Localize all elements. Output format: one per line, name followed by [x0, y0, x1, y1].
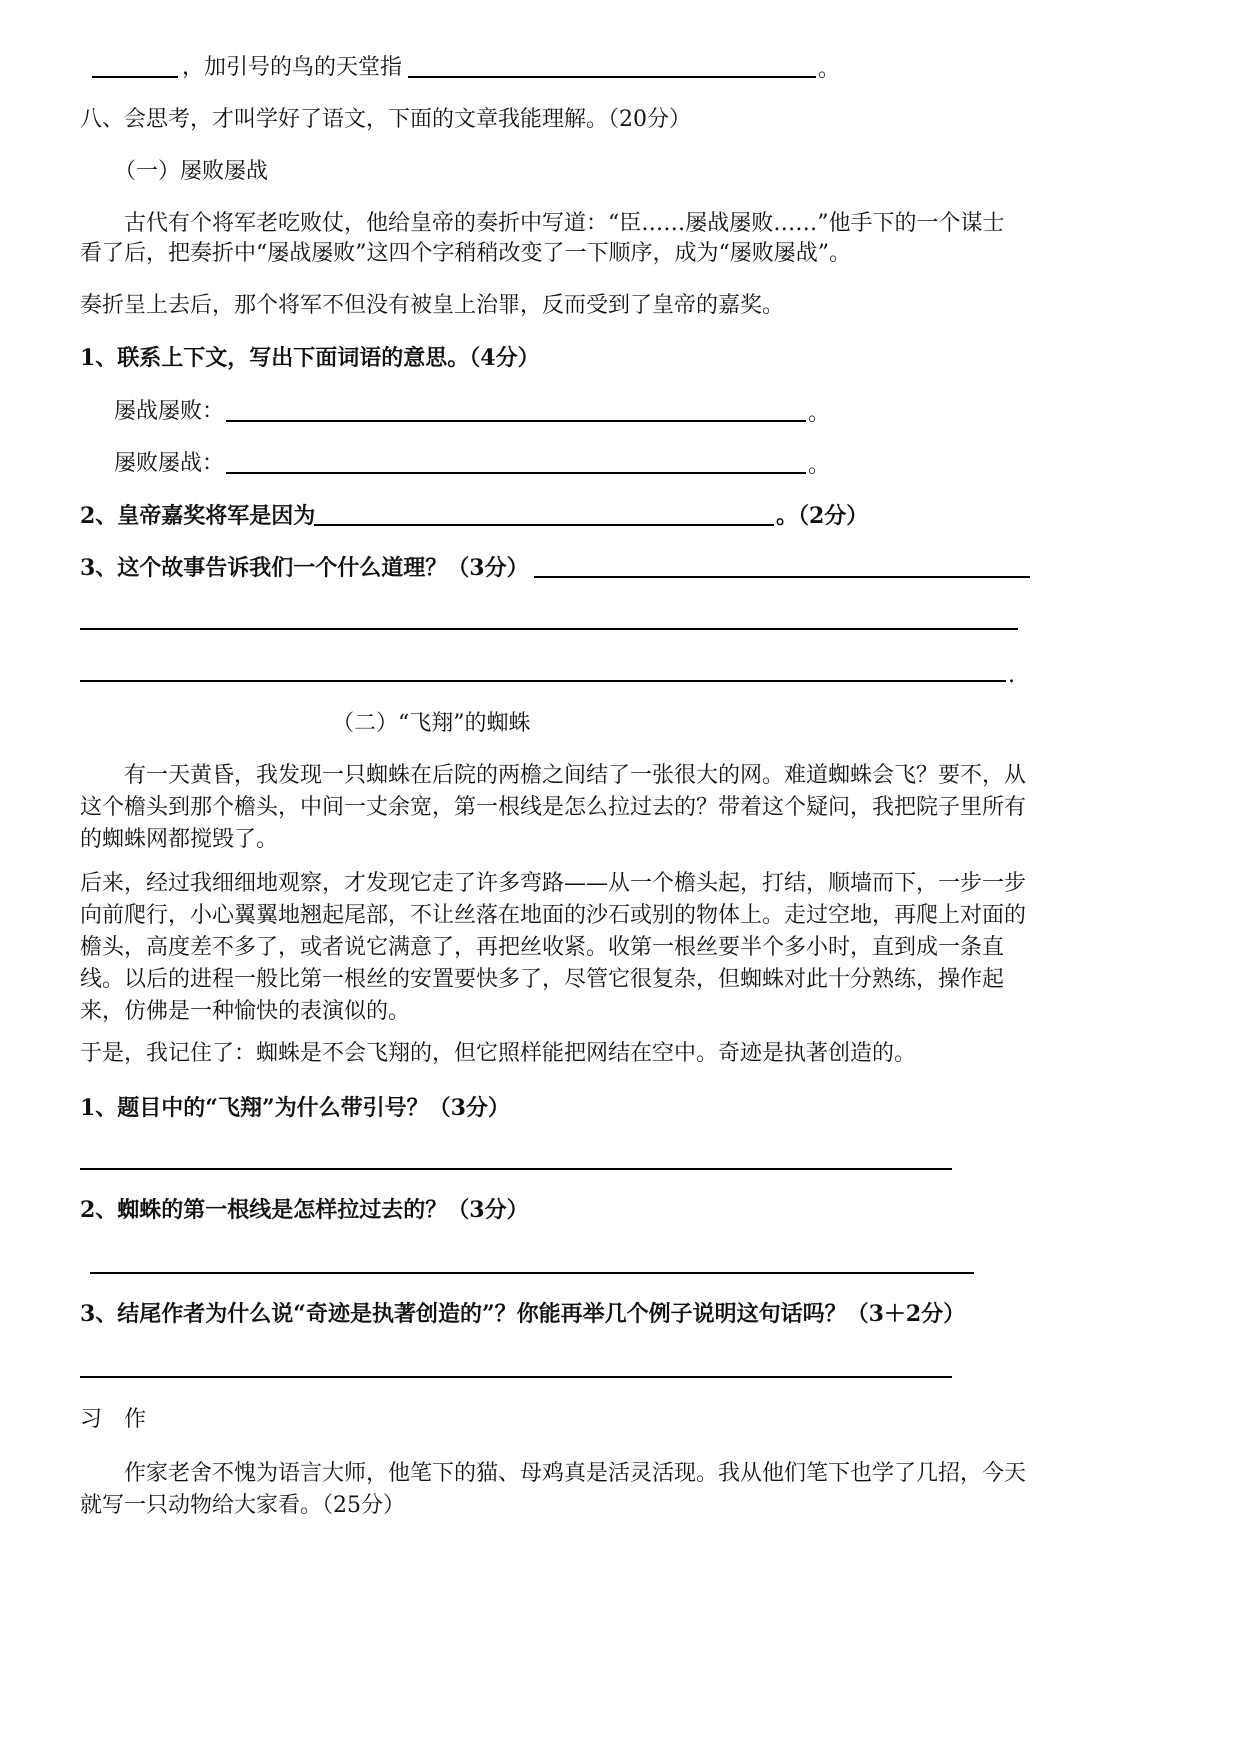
answer-blank[interactable]: [80, 1376, 952, 1378]
term-label: 屡战屡败：: [114, 399, 225, 424]
question: 2、蜘蛛的第一根线是怎样拉过去的？（3分）: [80, 1197, 529, 1223]
passage-line: 奏折呈上去后，那个将军不但没有被皇上治罪，反而受到了皇帝的嘉奖。: [80, 293, 785, 318]
passage-paragraph: 有一天黄昏，我发现一只蜘蛛在后院的两檐之间结了一张很大的网。难道蜘蛛会飞？要不，从这个檐头到那个檐头，中间一丈余宽，第一根线是怎么拉过去的？带着这个疑问，我把院子里所有的蜘蛛网都搅毁了。: [80, 763, 1027, 852]
answer-blank[interactable]: [80, 680, 1006, 682]
passage-line: 看了后，把奏折中“屡战屡败”这四个字稍稍改变了一下顺序，成为“屡败屡战”。: [80, 241, 851, 266]
question: 1、题目中的“飞翔”为什么带引号？（3分）: [80, 1095, 510, 1121]
term-label: 屡败屡战：: [114, 451, 225, 476]
answer-blank[interactable]: [92, 76, 178, 78]
end-punctuation: 。: [808, 401, 831, 426]
answer-blank[interactable]: [226, 420, 806, 422]
end-punctuation: .: [1008, 663, 1015, 688]
question: 3、这个故事告诉我们一个什么道理？（3分）: [80, 555, 529, 581]
passage-line: 古代有个将军老吃败仗，他给皇帝的奏折中写道：“臣……屡战屡败……”他手下的一个谋士: [124, 211, 1005, 236]
answer-blank[interactable]: [80, 1168, 952, 1170]
answer-blank[interactable]: [80, 628, 1018, 630]
answer-blank[interactable]: [226, 472, 806, 474]
question-fragment: ，加引号的鸟的天堂指: [182, 55, 403, 80]
answer-blank[interactable]: [90, 1272, 974, 1274]
story-title: （一）屡败屡战: [114, 159, 269, 184]
end-punctuation: 。: [808, 453, 831, 478]
question: 2、皇帝嘉奖将军是因为: [80, 503, 316, 529]
passage-paragraph: 后来，经过我细细地观察，才发现它走了许多弯路——从一个檐头起，打结，顺墙而下，一步一步向前爬行，小心翼翼地翘起尾部，不让丝落在地面的沙石或别的物体上。走过空地，再爬上对面的檐头，高度差不多了，或者说它满意了，再把丝收紧。收第一根丝要半个多小时，直到成一条直线。以后的进程一般比第一根丝的安置要快多了，尽管它很复杂，但蜘蛛对此十分熟练，操作起来，仿佛是一种愉快的表演似的。: [80, 871, 1027, 1024]
question: 3、结尾作者为什么说“奇迹是执著创造的”？你能再举几个例子说明这句话吗？（3＋2分）: [80, 1301, 966, 1327]
question: 1、联系上下文，写出下面词语的意思。（4分）: [80, 345, 540, 371]
question-suffix: 。（2分）: [776, 503, 869, 529]
answer-blank[interactable]: [314, 524, 774, 526]
writing-prompt: 作家老舍不愧为语言大师，他笔下的猫、母鸡真是活灵活现。我从他们笔下也学了几招，今天就写一只动物给大家看。（25分）: [80, 1461, 1027, 1518]
writing-heading: 习 作: [80, 1407, 147, 1432]
section-heading: 八、会思考，才叫学好了语文，下面的文章我能理解。（20分）: [80, 107, 691, 132]
answer-blank[interactable]: [534, 576, 1030, 578]
story-title: （二）“飞翔”的蜘蛛: [332, 711, 531, 736]
passage-line: 于是，我记住了：蜘蛛是不会飞翔的，但它照样能把网结在空中。奇迹是执著创造的。: [80, 1041, 917, 1066]
end-punctuation: 。: [818, 57, 841, 82]
answer-blank[interactable]: [408, 76, 816, 78]
